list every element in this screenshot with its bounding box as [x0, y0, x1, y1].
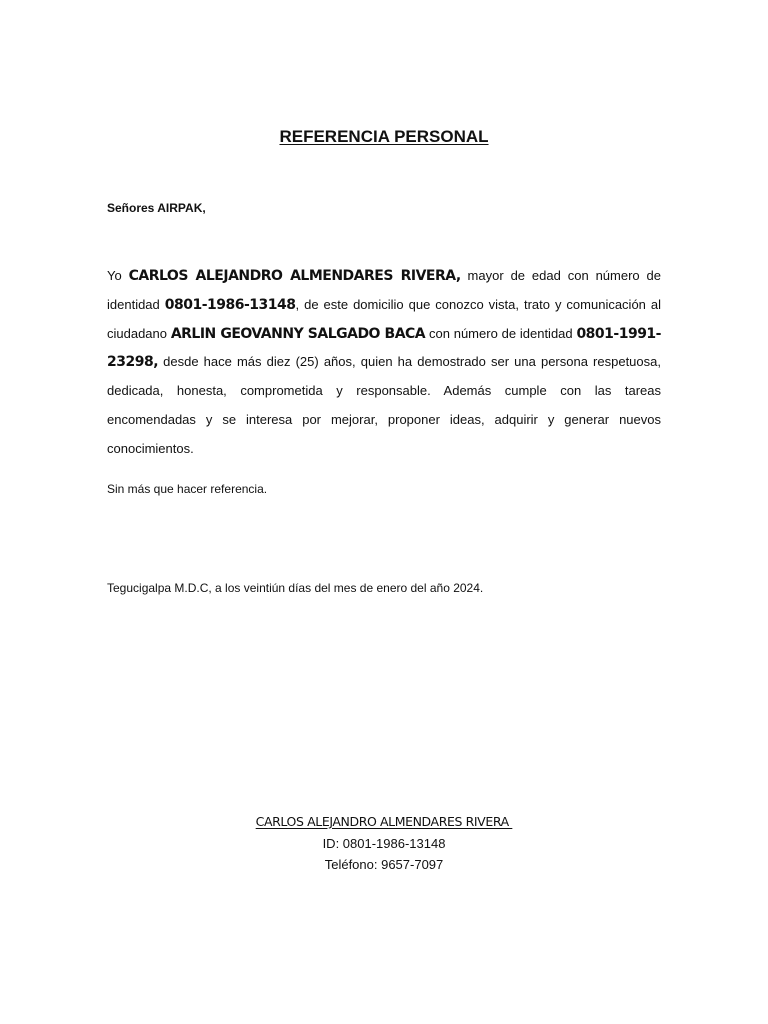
- signer-name: CARLOS ALEJANDRO ALMENDARES RIVERA,: [128, 268, 461, 284]
- place-date-line: Tegucigalpa M.D.C, a los veintiún días del mes de enero del año 2024.: [107, 581, 484, 595]
- signature-block: [0, 811, 768, 876]
- signature-name: CARLOS ALEJANDRO ALMENDARES RIVERA: [255, 814, 513, 829]
- body-text-5: desde hace más diez (25) años, quien ha demostrado ser una persona respetuosa, dedicada, honesta, comprometida y responsable. Además cumple con las tareas encomendadas y se interesa por mejorar, proponer ideas, adquirir y generar nuevos conocimientos.: [107, 354, 661, 456]
- body-text-2: mayor de edad con número de identidad: [107, 268, 661, 312]
- referenced-name: ARLIN GEOVANNY SALGADO BACA: [170, 325, 426, 342]
- signer-id: 0801-1986-13148: [164, 296, 296, 313]
- body-text-4: con número de identidad: [425, 325, 577, 341]
- document-title: REFERENCIA PERSONAL: [279, 127, 489, 146]
- body-text-1: Yo: [107, 268, 129, 283]
- body-paragraph: [107, 262, 661, 464]
- referenced-id: 0801-1991-23298,: [107, 325, 661, 371]
- body-text-3: , de este domicilio que conozco vista, trato y comunicación al ciudadano: [107, 296, 661, 341]
- signature-phone: Teléfono: 9657-7097: [324, 857, 444, 872]
- closing-line: Sin más que hacer referencia.: [107, 482, 268, 496]
- signature-id: ID: 0801-1986-13148: [322, 835, 446, 851]
- greeting: Señores AIRPAK,: [107, 201, 206, 215]
